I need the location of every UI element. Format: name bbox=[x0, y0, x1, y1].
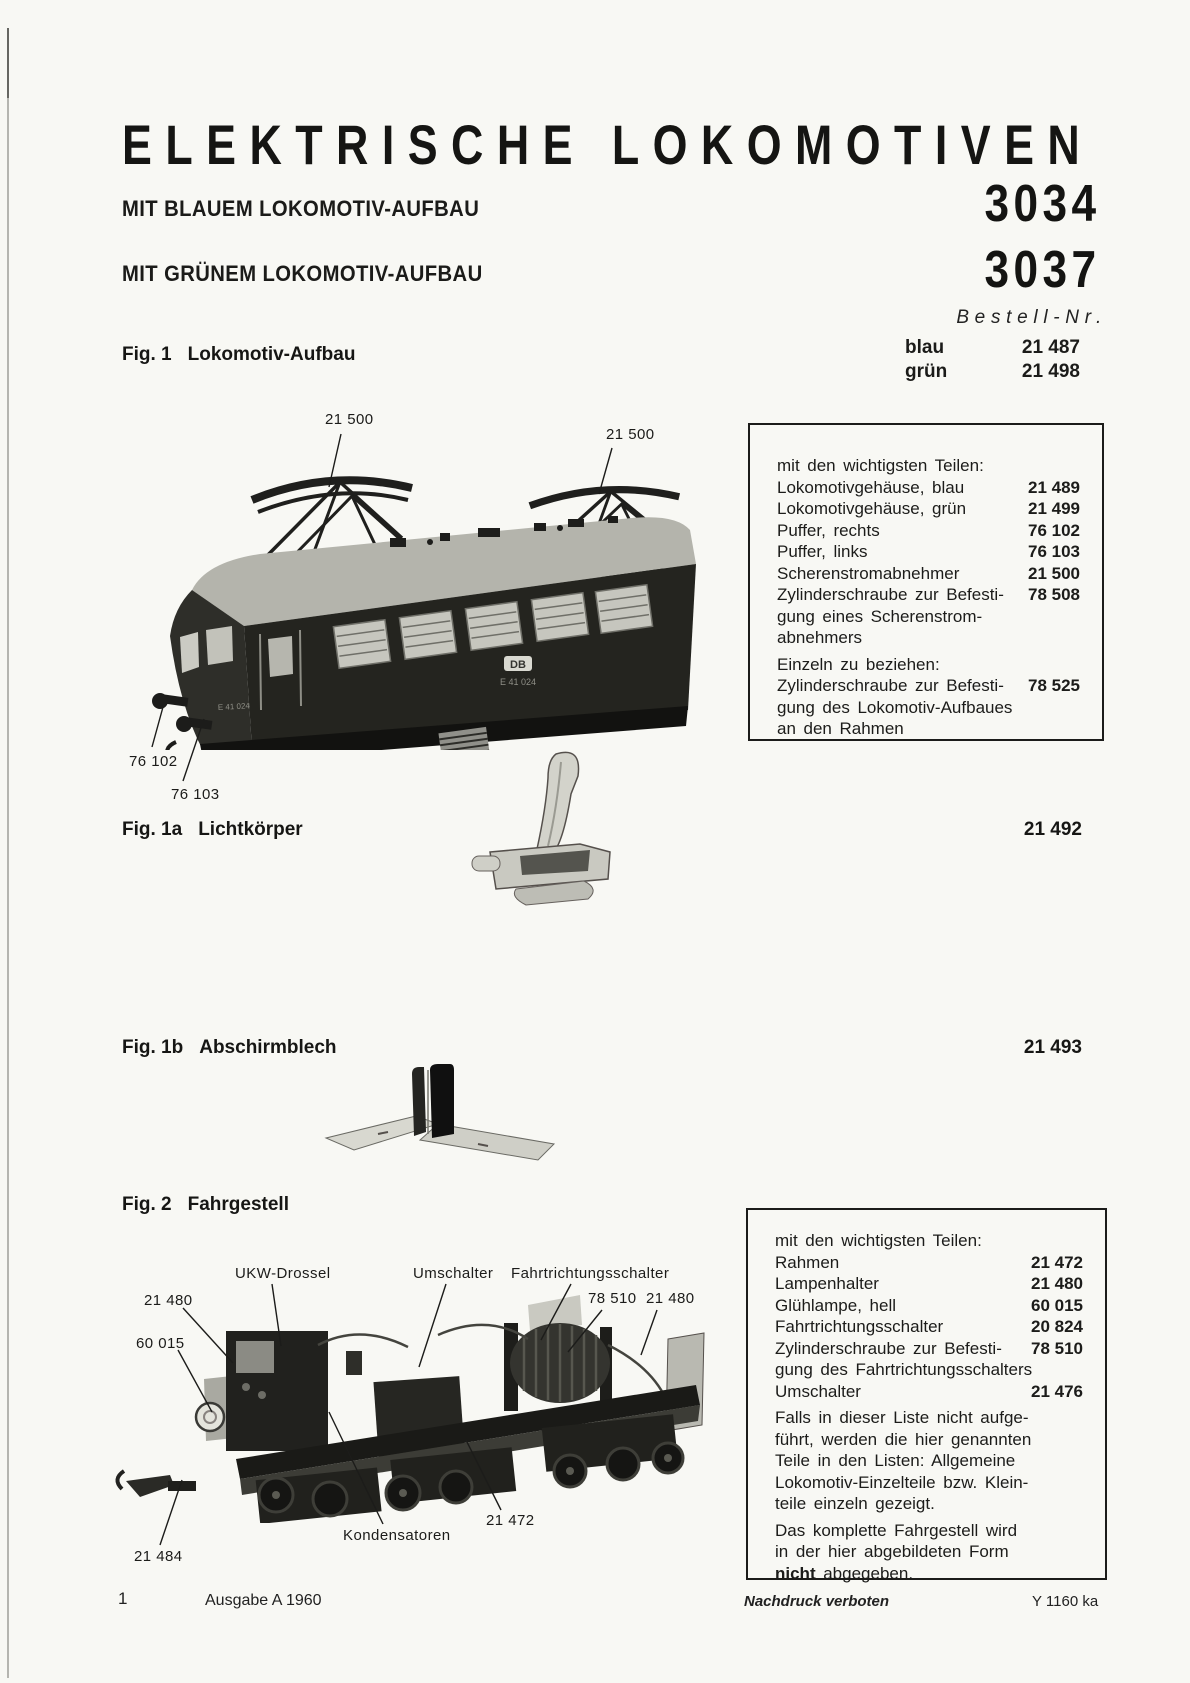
subtitle-green-variant: MIT GRÜNEM LOKOMOTIV-AUFBAU bbox=[122, 261, 483, 286]
road-number: E 41 024 bbox=[499, 677, 537, 687]
note-bold-word: nicht bbox=[775, 1563, 816, 1583]
fig2-caption-title: Fahrgestell bbox=[187, 1194, 289, 1215]
fig1-box-intro: mit den wichtigsten Teilen: bbox=[777, 456, 984, 475]
fig1a-caption-title: Lichtkörper bbox=[198, 819, 303, 840]
callout-kondensatoren: Kondensatoren bbox=[343, 1527, 451, 1544]
part-row: Lampenhalter 21 480 bbox=[775, 1274, 1083, 1293]
note-line: Falls in dieser Liste nicht aufge- bbox=[775, 1408, 1029, 1427]
note-line: Das komplette Fahrgestell wird bbox=[775, 1520, 1018, 1540]
callout-lampholder-right: 21 480 bbox=[646, 1290, 695, 1307]
fig1b-caption-title: Abschirmblech bbox=[199, 1037, 337, 1058]
order-row-blue-number: 21 487 bbox=[1021, 337, 1080, 358]
part-row: Lokomotivgehäuse, grün 21 499 bbox=[777, 499, 1080, 518]
callout-umschalter: Umschalter bbox=[413, 1265, 494, 1282]
part-row: Rahmen 21 472 bbox=[775, 1252, 1083, 1272]
part-number: 21 480 bbox=[1031, 1274, 1083, 1293]
note-line: Teile in den Listen: Allgemeine bbox=[775, 1451, 1016, 1470]
model-number-blue: 3034 bbox=[983, 175, 1100, 233]
callout-ukw-drossel: UKW-Drossel bbox=[235, 1265, 331, 1282]
fig1-parts-box bbox=[748, 423, 1104, 741]
fig2-box-intro: mit den wichtigsten Teilen: bbox=[775, 1231, 982, 1250]
part-row: Zylinderschraube zur Befesti- 78 525 bbox=[777, 676, 1080, 695]
model-number-green: 3037 bbox=[983, 241, 1100, 299]
print-code: Y 1160 ka bbox=[1032, 1593, 1099, 1610]
order-row-green-label: grün bbox=[905, 361, 948, 382]
fig1a-caption-id: Fig. 1a bbox=[122, 819, 183, 840]
part-number: 21 489 bbox=[1028, 477, 1080, 497]
part-number: 20 824 bbox=[1031, 1317, 1083, 1336]
part-row: gung des Lokomotiv-Aufbaues bbox=[777, 697, 1013, 717]
part-row: abnehmers bbox=[777, 628, 863, 647]
edition-note: Ausgabe A 1960 bbox=[205, 1592, 322, 1609]
note-line: Lokomotiv-Einzelteile bzw. Klein- bbox=[775, 1472, 1029, 1492]
part-row: gung eines Scherenstrom- bbox=[777, 606, 983, 626]
part-row: Zylinderschraube zur Befesti- 78 508 bbox=[777, 585, 1080, 604]
part-row: an den Rahmen bbox=[777, 719, 904, 738]
order-number-heading: Bestell-Nr. bbox=[956, 307, 1107, 328]
db-logo: DB bbox=[510, 659, 526, 671]
part-row: Zylinderschraube zur Befesti- 78 510 bbox=[775, 1338, 1083, 1358]
callout-pantograph-right: 21 500 bbox=[606, 426, 655, 443]
part-row: Puffer, rechts 76 102 bbox=[777, 520, 1080, 540]
callout-rahmen-21472: 21 472 bbox=[486, 1512, 535, 1529]
note-line-emphasis: nicht abgegeben. bbox=[775, 1563, 914, 1583]
part-row: Umschalter 21 476 bbox=[775, 1381, 1083, 1401]
part-number: 76 102 bbox=[1028, 520, 1080, 540]
part-row: Puffer, links 76 103 bbox=[777, 542, 1080, 561]
svg-text:E 41 024: E 41 024 bbox=[217, 701, 251, 712]
part-row: gung des Fahrtrichtungsschalters bbox=[775, 1360, 1033, 1379]
part-row: Scherenstromabnehmer 21 500 bbox=[777, 563, 1080, 583]
fig1b-caption-id: Fig. 1b bbox=[122, 1037, 184, 1058]
part-row: Glühlampe, hell 60 015 bbox=[775, 1295, 1083, 1315]
note-line: in der hier abgebildeten Form bbox=[775, 1542, 1009, 1561]
order-row-green-number: 21 498 bbox=[1021, 361, 1080, 382]
fig1a-part-number: 21 492 bbox=[1023, 819, 1082, 840]
part-number: 21 500 bbox=[1028, 563, 1080, 583]
callout-coupler-21484: 21 484 bbox=[134, 1548, 183, 1565]
part-number: 60 015 bbox=[1031, 1295, 1083, 1315]
callout-fahrtrichtungsschalter: Fahrtrichtungsschalter bbox=[511, 1265, 670, 1282]
note-line: teile einzeln gezeigt. bbox=[775, 1494, 935, 1513]
callout-screw-78510: 78 510 bbox=[588, 1290, 637, 1307]
fig2-parts-box bbox=[746, 1208, 1107, 1583]
fig1-box-single-heading: Einzeln zu beziehen: bbox=[777, 654, 940, 674]
callout-lampholder-left: 21 480 bbox=[144, 1292, 193, 1309]
fig1-caption-title: Lokomotiv-Aufbau bbox=[187, 344, 356, 365]
order-row-blue-label: blau bbox=[905, 337, 945, 358]
fig1-caption-id: Fig. 1 bbox=[122, 344, 172, 365]
callout-pantograph-left: 21 500 bbox=[325, 411, 374, 428]
callout-buffer-right: 76 102 bbox=[129, 753, 178, 770]
part-row: Fahrtrichtungsschalter 20 824 bbox=[775, 1317, 1083, 1336]
callout-bulb: 60 015 bbox=[136, 1335, 185, 1352]
page-title: ELEKTRISCHE LOKOMOTIVEN bbox=[122, 113, 1094, 176]
part-row: Lokomotivgehäuse, blau 21 489 bbox=[777, 477, 1080, 497]
fig2-caption-id: Fig. 2 bbox=[122, 1194, 172, 1215]
part-number: 78 508 bbox=[1028, 585, 1080, 604]
part-number: 76 103 bbox=[1028, 542, 1080, 561]
part-number: 78 525 bbox=[1028, 676, 1080, 695]
note-line: führt, werden die hier genannten bbox=[775, 1429, 1032, 1449]
part-number: 21 499 bbox=[1028, 499, 1080, 518]
page-number: 1 bbox=[118, 1589, 128, 1608]
subtitle-blue-variant: MIT BLAUEM LOKOMOTIV-AUFBAU bbox=[122, 196, 480, 221]
part-number: 21 476 bbox=[1031, 1381, 1083, 1401]
callout-buffer-left: 76 103 bbox=[171, 786, 220, 803]
fig1b-part-number: 21 493 bbox=[1023, 1037, 1082, 1058]
part-number: 78 510 bbox=[1031, 1338, 1083, 1358]
copyright-note: Nachdruck verboten bbox=[744, 1593, 890, 1610]
part-number: 21 472 bbox=[1031, 1252, 1083, 1272]
